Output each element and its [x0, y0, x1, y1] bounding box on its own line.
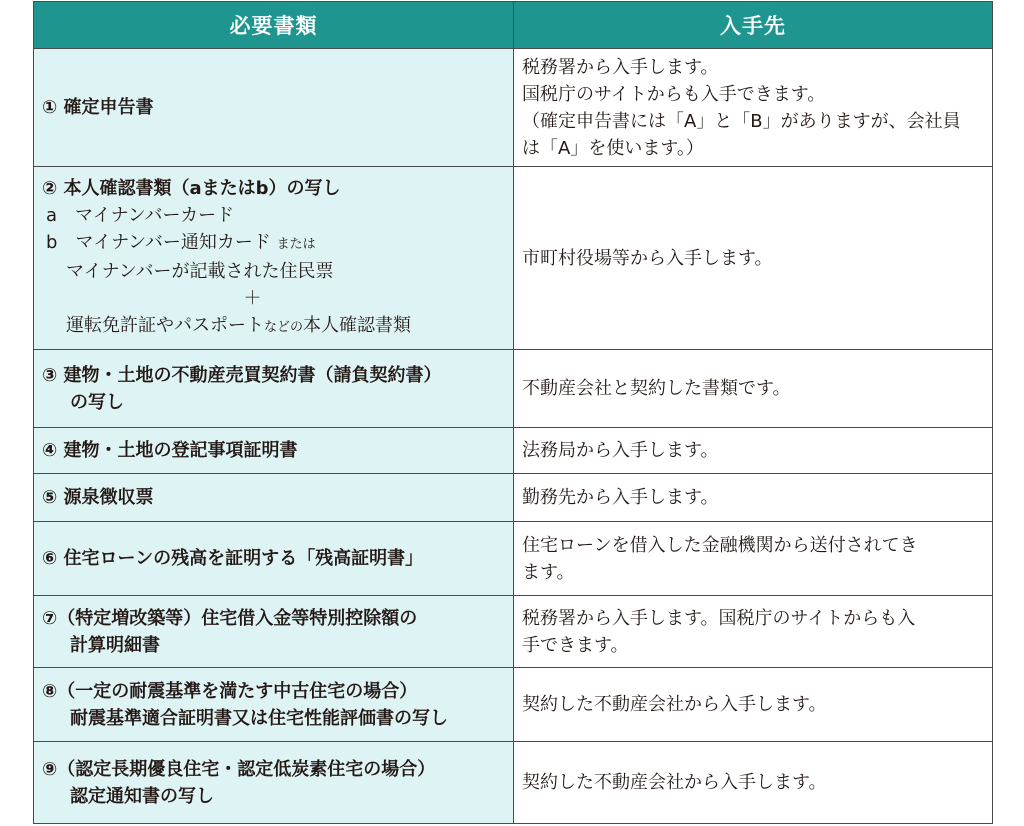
document-id-line	[42, 312, 503, 341]
header-source: 入手先	[514, 2, 993, 49]
document-name-cont: 耐震基準適合証明書又は住宅性能評価書の写し	[70, 707, 448, 729]
source-text: 不動産会社と契約した書類です。	[522, 378, 791, 399]
source-text: 勤務先から入手します。	[522, 487, 719, 508]
source-text: 契約した不動産会社から入手します。	[522, 772, 827, 793]
document-name: ② 本人確認書類（aまたはb）の写し	[42, 178, 341, 199]
document-cell	[34, 742, 514, 824]
source-text: （確定申告書には「A」と「B」がありますが、会社員	[522, 110, 961, 132]
document-option-a: a マイナンバーカード	[46, 205, 235, 226]
id-text-end: 本人確認書類	[303, 315, 412, 336]
table-row	[34, 350, 993, 428]
source-text: 法務局から入手します。	[522, 440, 719, 461]
plus-sign: ＋	[243, 288, 262, 309]
document-cell	[34, 522, 514, 596]
document-name-cont: 計算明細書	[70, 634, 160, 656]
source-text: 税務署から入手します。	[522, 56, 719, 78]
source-cell	[514, 522, 993, 596]
document-name: ⑧（一定の耐震基準を満たす中古住宅の場合）	[42, 680, 418, 702]
document-name: ④ 建物・土地の登記事項証明書	[42, 440, 298, 461]
table-row	[34, 742, 993, 824]
source-text: 住宅ローンを借入した金融機関から送付されてき	[522, 534, 918, 556]
table-row	[34, 668, 993, 742]
source-text: ます。	[522, 561, 575, 583]
document-option-b	[42, 229, 503, 258]
document-cell	[34, 474, 514, 522]
source-text: 税務署から入手します。国税庁のサイトからも入	[522, 607, 916, 629]
document-cell	[34, 668, 514, 742]
document-option-b-text: b マイナンバー通知カード	[46, 232, 271, 253]
source-text: 市町村役場等から入手します。	[522, 247, 773, 269]
source-text: 国税庁のサイトからも入手できます。	[522, 83, 826, 105]
table-row	[34, 428, 993, 474]
source-cell	[514, 428, 993, 474]
source-text: 契約した不動産会社から入手します。	[522, 694, 827, 715]
source-cell	[514, 350, 993, 428]
required-documents-table	[33, 1, 993, 824]
document-cell	[34, 49, 514, 167]
source-cell	[514, 742, 993, 824]
document-name: ⑦（特定増改築等）住宅借入金等特別控除額の	[42, 607, 418, 629]
source-cell	[514, 49, 993, 167]
id-connector: などの	[264, 320, 304, 335]
table-header-row	[34, 2, 993, 49]
source-text: は「A」を使います。）	[522, 137, 704, 159]
header-required-documents: 必要書類	[34, 2, 514, 49]
document-name: ⑤ 源泉徴収票	[42, 487, 154, 508]
document-cell	[34, 428, 514, 474]
table-row	[34, 474, 993, 522]
document-cell	[34, 596, 514, 668]
document-cell	[34, 167, 514, 350]
table-row	[34, 522, 993, 596]
table-row	[34, 49, 993, 167]
document-cell	[34, 350, 514, 428]
source-text: 手できます。	[522, 634, 629, 656]
document-name: ③ 建物・土地の不動産売買契約書（請負契約書）	[42, 364, 442, 386]
document-name: ⑥ 住宅ローンの残高を証明する「残高証明書」	[42, 548, 424, 569]
document-option-b-alt: マイナンバーが記載された住民票	[66, 261, 334, 282]
id-text: 運転免許証やパスポート	[66, 315, 264, 336]
source-cell	[514, 668, 993, 742]
source-cell	[514, 167, 993, 350]
source-cell	[514, 596, 993, 668]
document-name: ⑨（認定長期優良住宅・認定低炭素住宅の場合）	[42, 758, 436, 780]
source-cell	[514, 474, 993, 522]
or-connector: または	[276, 237, 316, 252]
table-row	[34, 596, 993, 668]
document-name-cont: の写し	[70, 391, 124, 413]
table-row	[34, 167, 993, 350]
document-name: ① 確定申告書	[42, 97, 154, 118]
document-name-cont: 認定通知書の写し	[70, 785, 214, 807]
